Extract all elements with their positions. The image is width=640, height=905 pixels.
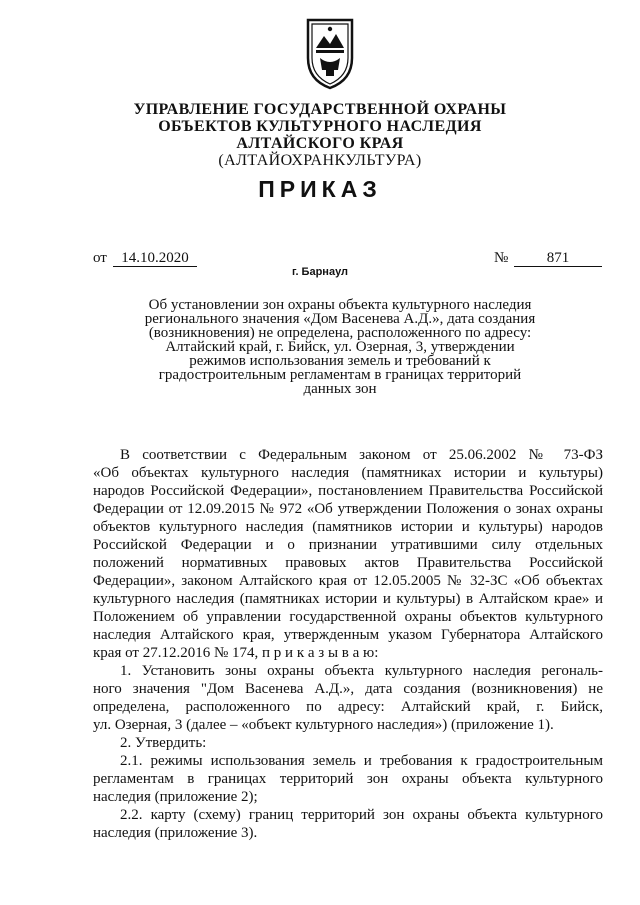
body-line: 2. Утвердить: — [120, 735, 207, 751]
body-line: регламентам в границах территорий зон охраны объекта культурного — [93, 771, 603, 787]
order-body — [93, 446, 603, 842]
body-line: народов Российской Федерации», постановлением Правительства Российской — [93, 483, 603, 499]
title-line: регионального значения «Дом Васенева А.Д.», дата создания — [144, 311, 536, 327]
body-line: «Об объектах культурного наследия (памятниках истории и культуры) — [93, 465, 603, 481]
body-line: ул. Озерная, 3 (далее – «объект культурного наследия») (приложение 1). — [93, 717, 554, 733]
body-line: В соответствии с Федеральным законом от 25.06.2002 № 73-ФЗ — [120, 447, 603, 463]
title-line: данных зон — [303, 381, 377, 397]
title-line: режимов использования земель и требований к — [189, 353, 491, 369]
title-line: (возникновения) не определена, расположенного по адресу: — [148, 325, 532, 341]
order-title — [0, 298, 640, 396]
body-line: Федерации», законом Алтайского края от 12.05.2005 № 32-ЗС «Об объектах — [93, 573, 603, 589]
body-line: определена, расположенного по адресу: Алтайский край, г. Бийск, — [93, 699, 603, 715]
body-line: края от 27.12.2016 № 174, п р и к а з ы в а ю: — [93, 645, 379, 661]
body-line: 1. Установить зоны охраны объекта культурного наследия регональ- — [120, 663, 603, 679]
agency-name — [0, 101, 640, 169]
number-label: № — [494, 250, 509, 266]
body-line: культурного наследия (памятниках истории и культуры) в Алтайском крае» и — [93, 591, 603, 607]
body-line: положений нормативных правовых актов Правительства Российской — [93, 555, 603, 571]
body-line: 2.1. режимы использования земель и требования к градостроительным — [120, 753, 603, 769]
body-line: Положением об управлении государственной охраны объектов культурного — [93, 609, 603, 625]
title-line: Об установлении зон охраны объекта культурного наследия — [148, 297, 532, 313]
agency-line: (АЛТАЙОХРАНКУЛЬТУРА) — [218, 152, 422, 169]
body-line: наследия Алтайского края, утвержденным указом Губернатора Алтайского — [93, 627, 603, 643]
body-line: наследия (приложение 3). — [93, 825, 258, 841]
date-label: от — [93, 250, 107, 266]
body-line: наследия (приложение 2); — [93, 789, 258, 805]
order-number: 871 — [514, 250, 602, 267]
title-line: Алтайский край, г. Бийск, ул. Озерная, 3, утверждении — [165, 339, 515, 355]
city: г. Барнаул — [291, 266, 349, 278]
document-type: ПРИКАЗ — [258, 176, 382, 202]
title-line: градостроительным регламентам в границах территорий — [158, 367, 522, 383]
agency-line: УПРАВЛЕНИЕ ГОСУДАРСТВЕННОЙ ОХРАНЫ — [133, 101, 507, 118]
coat-of-arms-icon — [302, 14, 358, 92]
agency-line: ОБЪЕКТОВ КУЛЬТУРНОГО НАСЛЕДИЯ — [158, 118, 482, 135]
body-line: Российской Федерации и о признании утратившими силу отдельных — [93, 537, 603, 553]
body-line: 2.2. карту (схему) границ территорий зон охраны объекта культурного — [120, 807, 603, 823]
order-date: 14.10.2020 — [113, 250, 197, 267]
body-line: ного значения "Дом Васенева А.Д.», дата создания (возникновения) не — [93, 681, 603, 697]
body-line: Федерации от 12.09.2015 № 972 «Об утверждении Положения о зонах охраны — [93, 501, 603, 517]
agency-line: АЛТАЙСКОГО КРАЯ — [236, 135, 404, 152]
body-line: объектов культурного наследия (памятников истории и культуры) народов — [93, 519, 603, 535]
